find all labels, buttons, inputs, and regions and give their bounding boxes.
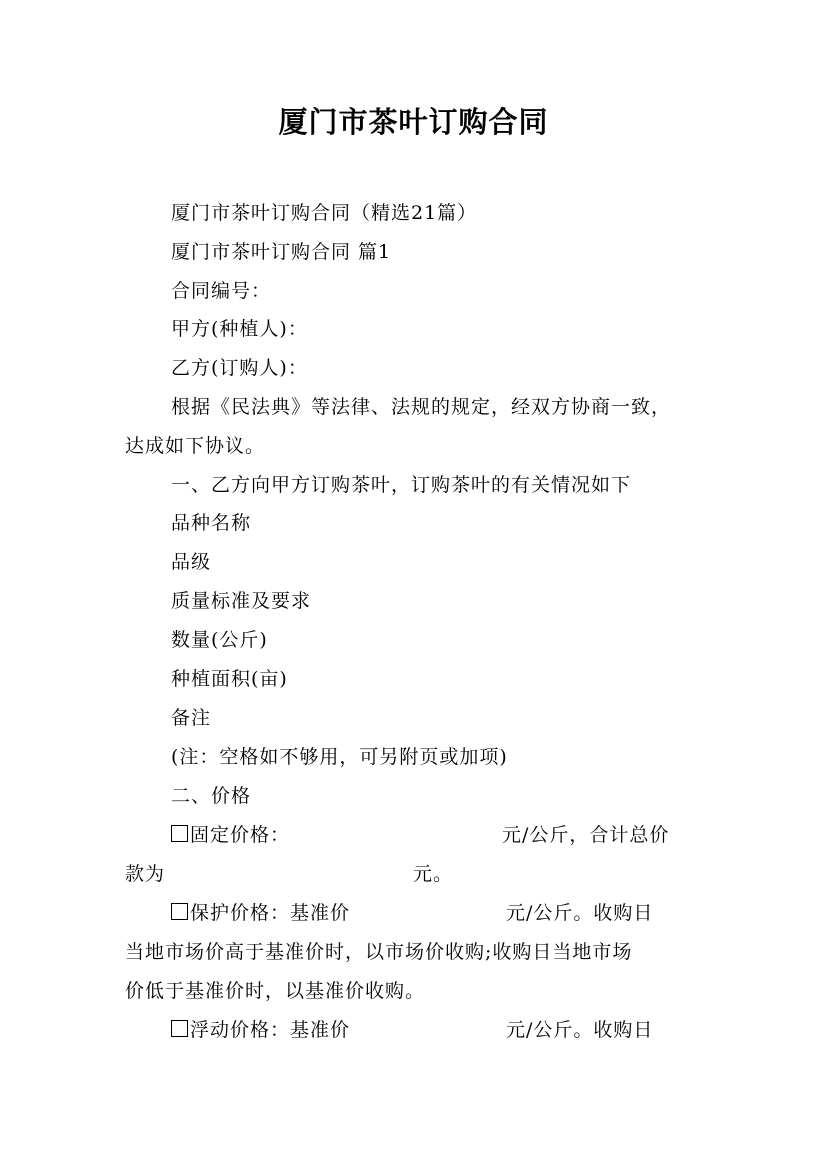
document-title: 厦门市茶叶订购合同 (278, 105, 549, 139)
item-quantity: 数量(公斤) (171, 629, 268, 651)
basis-line-1: 根据《民法典》等法律、法规的规定，经双方协商一致， (171, 396, 672, 418)
fixed-price-unit: 元/公斤，合计总价 (502, 824, 670, 846)
item-variety: 品种名称 (171, 512, 252, 534)
protect-price-label: 保护价格：基准价 (190, 902, 351, 924)
part-heading: 厦门市茶叶订购合同 篇1 (171, 241, 392, 263)
note: (注：空格如不够用，可另附页或加项) (171, 746, 508, 768)
item-remark: 备注 (171, 707, 212, 729)
subtitle: 厦门市茶叶订购合同（精选21篇） (171, 202, 478, 224)
protect-line-2: 当地市场价高于基准价时，以市场价收购;收购日当地市场 (125, 941, 633, 963)
item-grade: 品级 (171, 551, 212, 573)
protect-line-3: 价低于基准价时，以基准价收购。 (125, 980, 426, 1002)
float-price-unit: 元/公斤。收购日 (506, 1019, 654, 1041)
protect-price-checkbox[interactable] (171, 903, 188, 920)
protect-price-line (171, 898, 653, 925)
float-price-label: 浮动价格：基准价 (190, 1019, 351, 1041)
protect-price-unit: 元/公斤。收购日 (506, 902, 654, 924)
party-a: 甲方(种植人)： (171, 318, 308, 340)
basis-line-2: 达成如下协议。 (125, 435, 266, 457)
item-area: 种植面积(亩) (171, 668, 288, 690)
section-2-heading: 二、价格 (171, 785, 252, 807)
total-label: 款为 (125, 863, 166, 885)
item-quality: 质量标准及要求 (171, 590, 312, 612)
party-b: 乙方(订购人)： (171, 357, 308, 379)
section-1-heading: 一、乙方向甲方订购茶叶，订购茶叶的有关情况如下 (171, 474, 632, 496)
total-unit: 元。 (413, 863, 454, 885)
fixed-price-label: 固定价格： (190, 824, 291, 846)
float-price-line (171, 1015, 653, 1042)
fixed-price-line (171, 820, 669, 847)
total-line (125, 859, 453, 886)
fixed-price-checkbox[interactable] (171, 825, 188, 842)
float-price-checkbox[interactable] (171, 1020, 188, 1037)
contract-number: 合同编号： (171, 280, 272, 302)
